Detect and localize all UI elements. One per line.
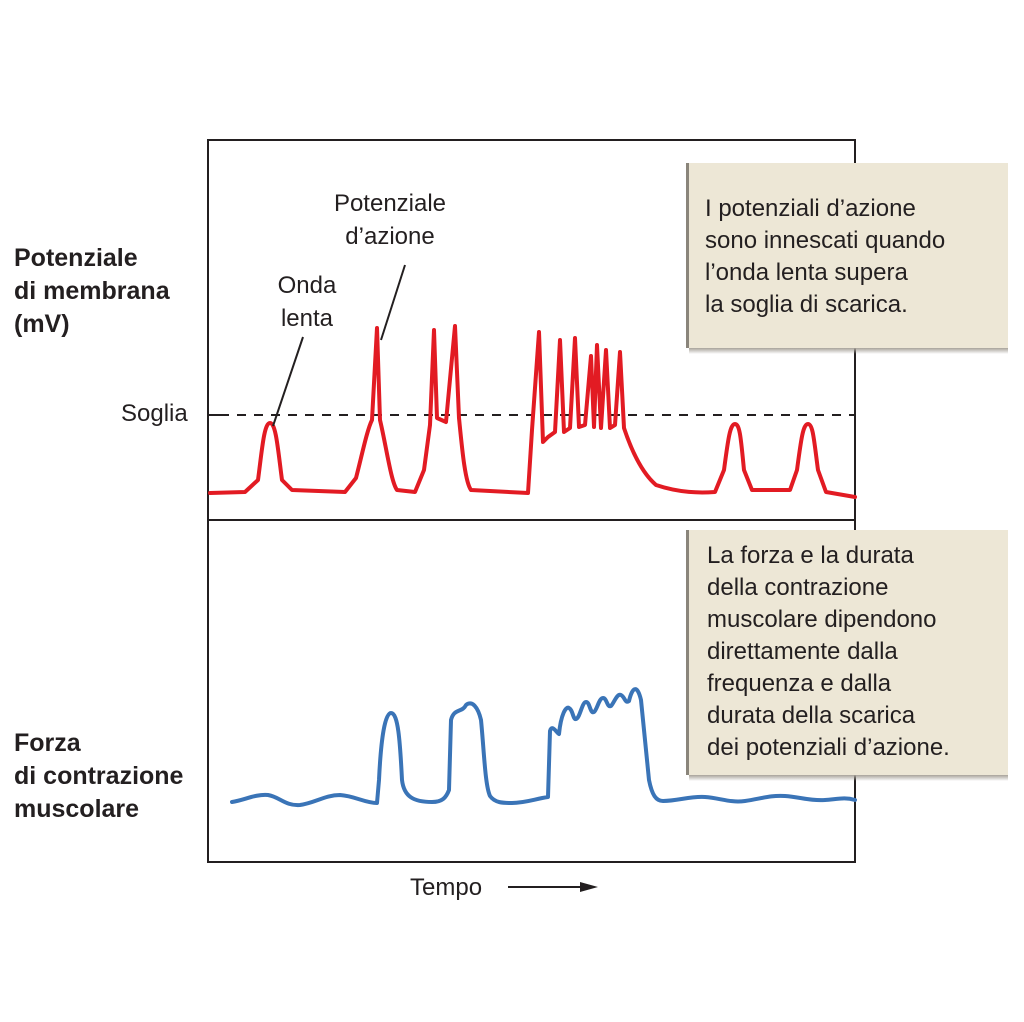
action-potential-annotation — [330, 187, 450, 253]
threshold-label: Soglia — [121, 400, 188, 427]
action-potential-note — [686, 163, 1008, 348]
contraction-force-note — [686, 530, 1008, 775]
note-line: della contrazione — [707, 574, 889, 601]
time-arrow-head — [580, 882, 598, 892]
annotation-line: lenta — [280, 305, 334, 332]
membrane-potential-axis-label — [14, 242, 170, 341]
note-line: direttamente dalla — [707, 638, 898, 665]
slow-wave-annotation — [262, 269, 352, 335]
axis-label-line: muscolare — [14, 795, 140, 823]
slow-wave-pointer — [273, 337, 303, 426]
note-line: sono innescati quando — [705, 227, 946, 254]
note-line: la soglia di scarica. — [705, 291, 908, 318]
note-line: l’onda lenta supera — [705, 259, 908, 286]
axis-label-line: di contrazione — [14, 762, 184, 790]
action-potential-pointer — [381, 265, 405, 340]
axis-label-line: Potenziale — [14, 244, 138, 272]
annotation-line: Onda — [277, 272, 337, 299]
note-line: I potenziali d’azione — [705, 195, 916, 222]
axis-label-line: di membrana — [14, 277, 170, 305]
note-line: muscolare dipendono — [707, 606, 937, 633]
axis-label-line: (mV) — [14, 310, 70, 338]
note-line: frequenza e dalla — [707, 670, 892, 697]
contraction-force-axis-label — [14, 727, 183, 826]
note-line: durata della scarica — [707, 702, 916, 729]
axis-label-line: Forza — [14, 729, 81, 757]
annotation-line: d’azione — [345, 223, 435, 250]
time-axis-label: Tempo — [410, 874, 483, 901]
note-line: dei potenziali d’azione. — [707, 734, 950, 761]
note-line: La forza e la durata — [707, 542, 914, 569]
annotation-line: Potenziale — [333, 190, 447, 217]
